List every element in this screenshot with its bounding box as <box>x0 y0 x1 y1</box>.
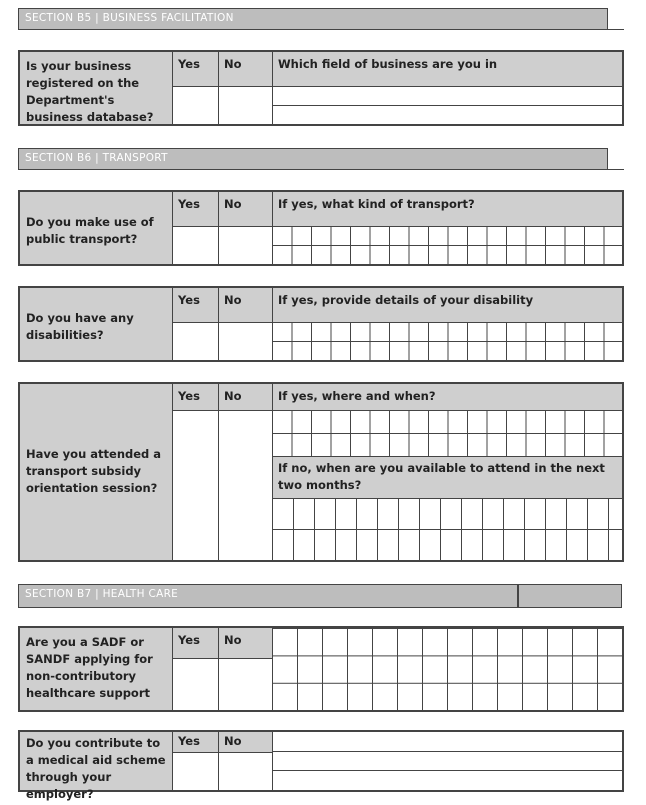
disabilities-question: Do you have any disabilities? <box>20 288 172 360</box>
business-yes-box[interactable] <box>172 86 218 124</box>
section-b5-header: SECTION B5 | BUSINESS FACILITATION <box>18 8 608 30</box>
sadf-answer-grid[interactable] <box>272 628 622 710</box>
section-b7-header-tail <box>518 584 622 608</box>
medical-aid-block <box>18 730 624 801</box>
business-no-box[interactable] <box>218 86 272 124</box>
transport-yes-label: Yes <box>172 192 218 226</box>
business-registered-block <box>18 50 624 126</box>
sadf-yes-box[interactable] <box>172 658 218 710</box>
orientation-question: Have you attended a transport subsidy orientation session? <box>20 384 172 560</box>
orientation-yes-box[interactable] <box>172 410 218 560</box>
public-transport-question: Do you make use of public transport? <box>20 192 172 264</box>
orientation-where-when-label: If yes, where and when? <box>272 384 622 410</box>
orientation-availability-label: If no, when are you available to attend in the next two months? <box>272 456 622 498</box>
disabilities-block <box>18 286 624 362</box>
business-field-label: Which field of business are you in <box>272 52 622 86</box>
disabilities-yes-label: Yes <box>172 288 218 322</box>
business-no-label: No <box>218 52 272 86</box>
public-transport-block <box>18 190 624 266</box>
medical-aid-yes-box[interactable] <box>172 752 218 790</box>
disabilities-no-label: No <box>218 288 272 322</box>
orientation-no-label: No <box>218 384 272 410</box>
business-field-answer-1[interactable] <box>272 86 622 105</box>
sadf-no-box[interactable] <box>218 658 272 710</box>
disabilities-details-grid[interactable] <box>272 322 622 360</box>
medical-aid-answer-1[interactable] <box>272 732 622 751</box>
medical-aid-answer-2[interactable] <box>272 751 622 770</box>
business-yes-label: Yes <box>172 52 218 86</box>
orientation-yes-label: Yes <box>172 384 218 410</box>
orientation-where-when-grid[interactable] <box>272 410 622 456</box>
medical-aid-no-label: No <box>218 732 272 752</box>
transport-yes-box[interactable] <box>172 226 218 264</box>
transport-kind-label: If yes, what kind of transport? <box>272 192 622 226</box>
disabilities-no-box[interactable] <box>218 322 272 360</box>
sadf-block <box>18 626 624 712</box>
section-b6-header: SECTION B6 | TRANSPORT <box>18 148 608 170</box>
transport-no-label: No <box>218 192 272 226</box>
disabilities-details-label: If yes, provide details of your disability <box>272 288 622 322</box>
medical-aid-yes-label: Yes <box>172 732 218 752</box>
orientation-availability-grid[interactable] <box>272 498 622 560</box>
sadf-yes-label: Yes <box>172 628 218 658</box>
sadf-no-label: No <box>218 628 272 658</box>
medical-aid-question: Do you contribute to a medical aid scheme through your employer? <box>20 732 172 790</box>
transport-no-box[interactable] <box>218 226 272 264</box>
section-b5-rule <box>608 29 624 30</box>
medical-aid-no-box[interactable] <box>218 752 272 790</box>
sadf-question: Are you a SADF or SANDF applying for non-contributory healthcare support <box>20 628 172 710</box>
orientation-block <box>18 382 624 562</box>
medical-aid-answer-3[interactable] <box>272 770 622 790</box>
section-b7-header: SECTION B7 | HEALTH CARE <box>18 584 518 608</box>
disabilities-yes-box[interactable] <box>172 322 218 360</box>
transport-kind-grid[interactable] <box>272 226 622 264</box>
business-registered-question: Is your business registered on the Department's business database? <box>20 52 172 124</box>
orientation-no-box[interactable] <box>218 410 272 560</box>
business-field-answer-2[interactable] <box>272 105 622 124</box>
